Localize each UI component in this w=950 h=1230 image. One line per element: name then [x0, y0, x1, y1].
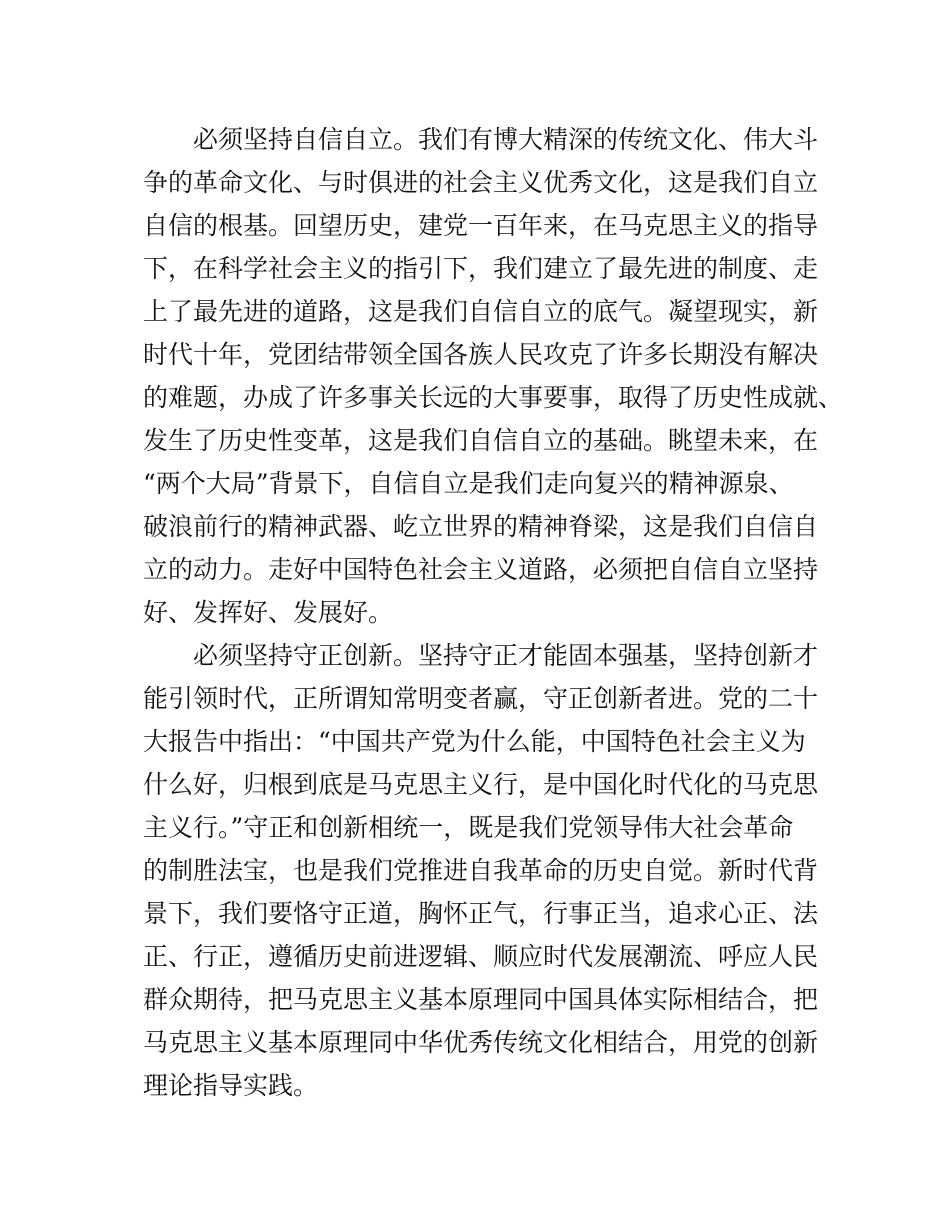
text-line: 什么好，归根到底是马克思主义行，是中国化时代化的马克思: [143, 770, 819, 799]
text-line: 上了最先进的道路，这是我们自信自立的底气。凝望现实，新: [143, 297, 819, 326]
text-line: 必须坚持守正创新。坚持守正才能固本强基，坚持创新才: [193, 641, 819, 670]
text-line: 大报告中指出：“中国共产党为什么能，中国特色社会主义为: [143, 727, 806, 756]
text-line: 时代十年，党团结带领全国各族人民攻克了许多长期没有解决: [143, 340, 819, 369]
text-line: 群众期待，把马克思主义基本原理同中国具体实际相结合，把: [143, 985, 819, 1014]
text-line: “两个大局”背景下，自信自立是我们走向复兴的精神源泉、: [143, 469, 794, 498]
text-line: 的制胜法宝，也是我们党推进自我革命的历史自觉。新时代背: [143, 856, 819, 885]
text-line: 发生了历史性变革，这是我们自信自立的基础。眺望未来，在: [143, 426, 819, 455]
text-line: 必须坚持自信自立。我们有博大精深的传统文化、伟大斗: [193, 125, 819, 154]
text-line: 马克思主义基本原理同中华优秀传统文化相结合，用党的创新: [143, 1028, 819, 1057]
paragraph-innovation: [143, 634, 823, 1107]
text-line: 破浪前行的精神武器、屹立世界的精神脊梁，这是我们自信自: [143, 512, 819, 541]
text-line: 争的革命文化、与时俱进的社会主义优秀文化，这是我们自立: [143, 168, 819, 197]
text-line: 下，在科学社会主义的指引下，我们建立了最先进的制度、走: [143, 254, 819, 283]
text-line: 景下，我们要恪守正道，胸怀正气，行事正当，追求心正、法: [143, 899, 819, 928]
paragraph-self-confidence: [143, 118, 844, 634]
text-line: 自信的根基。回望历史，建党一百年来，在马克思主义的指导: [143, 211, 819, 240]
text-line: 好、发挥好、发展好。: [143, 598, 394, 627]
text-line: 理论指导实践。: [143, 1071, 319, 1100]
text-line: 能引领时代，正所谓知常明变者赢，守正创新者进。党的二十: [143, 684, 819, 713]
document-body: [143, 118, 844, 1107]
text-line: 的难题，办成了许多事关长远的大事要事，取得了历史性成就、: [143, 383, 844, 412]
text-line: 立的动力。走好中国特色社会主义道路，必须把自信自立坚持: [143, 555, 819, 584]
text-line: 主义行。”守正和创新相统一，既是我们党领导伟大社会革命: [143, 813, 794, 842]
text-line: 正、行正，遵循历史前进逻辑、顺应时代发展潮流、呼应人民: [143, 942, 819, 971]
